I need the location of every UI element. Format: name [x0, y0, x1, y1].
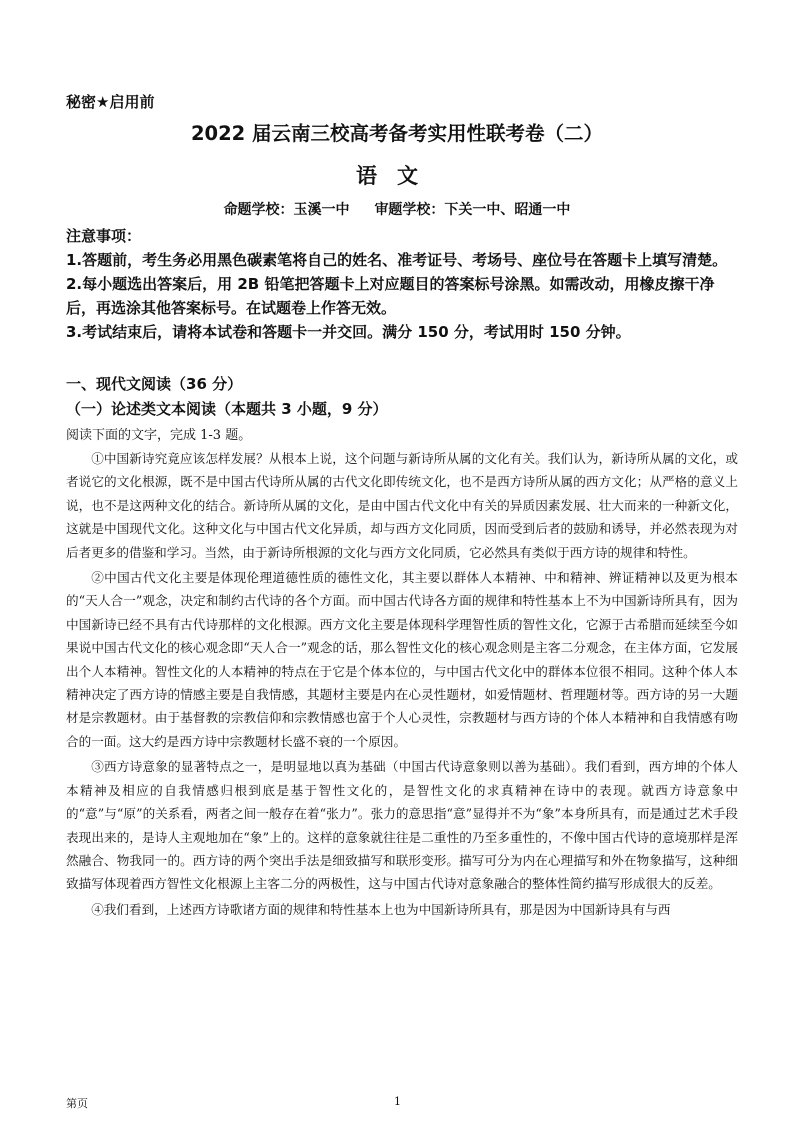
passage-paragraph: ①中国新诗究竟应该怎样发展？从根本上说，这个问题与新诗所从属的文化有关。我们认为，新诗所从属的文化，或者说它的文化根源，既不是中国古代诗所从属的古代文化即传统文化，也不是西方诗所从属的西方文化；从严格的意义上说，也不是这两种文化的结合。新诗所从属的文化，是由中国古代文化中有关的异质因素发展、壮大而来的一种新文化，这就是中国现代文化。这种文化与中国古代文化异质，却与西方文化同质，因而受到后者的鼓励和诱导，并必然表现为对后者更多的借鉴和学习。当然，由于新诗所根源的文化与西方文化同质，它必然具有类似于西方诗的规律和特性。 [66, 451, 738, 560]
reading-instruction: 阅读下面的文字，完成 1-3 题。 [66, 428, 252, 443]
school-info [0, 199, 794, 219]
note-item: 2.每小题选出答案后，用 2B 铅笔把答题卡上对应题目的答案标号涂黑。如需改动，用橡皮擦干净后，再选涂其他答案标号。在试题卷上作答无效。 [66, 275, 715, 317]
passage-paragraph: ②中国古代文化主要是体现伦理道德性质的德性文化，其主要以群体人本精神、中和精神、辨证精神以及更为根本的“天人合一”观念，决定和制约古代诗的各个方面。而中国古代诗各方面的规律和特性基本上不为中国新诗所具有，因为中国新诗已经不具有古代诗那样的文化根源。西方文化主要是体现科学理智性质的智性文化，它源于古希腊而延续至今如果说中国古代文化的核心观念即“天人合一”观念的话，那么智性文化的核心观念则是主客二分观念，在主体方面，它发展出个人本精神。智性文化的人本精神的特点在于它是个体本位的，与中国古代文化中的群体本位很不相同。这种个体人本精神决定了西方诗的情感主要是自我情感，其题材主要是内在心灵性题材，如爱情题材、哲理题材等。西方诗的另一大题材是宗教题材。由于基督教的宗教信仰和宗教情感也富于个人心灵性，宗教题材与西方诗的个体人本精神和自我情感有吻合的一面。这大约是西方诗中宗教题材长盛不衰的一个原因。 [66, 570, 738, 749]
notes-heading: 注意事项： [66, 227, 142, 245]
footer-label: 第页 [66, 1097, 88, 1110]
passage-paragraph: ③西方诗意象的显著特点之一，是明显地以真为基础（中国古代诗意象则以善为基础）。我们看到，西方坤的个体人本精神及相应的自我情感归根到底是基于智性文化的，是智性文化的求真精神在诗中的表现。就西方诗意象中的“意”与“原”的关系看，两者之间一般存在着“张力”。张力的意思指“意”显得并不为“象”本身所具有，而是通过艺术手段表现出来的，是诗人主观地加在“象”上的。这样的意象就往往是二重性的乃至多重性的，不像中国古代诗的意境那样是浑然融合、物我同一的。西方诗的两个突出手法是细致描写和联形变形。描写可分为内在心理描写和外在物象描写，这种细致描写体现着西方智性文化根源上主客二分的两极性，这与中国古代诗对意象融合的整体性简约描写形成很大的反差。 [66, 759, 738, 892]
page-number: 1 [394, 1095, 401, 1108]
secret-mark: 秘密★启用前 [66, 93, 155, 111]
note-item: 3.考试结束后，请将本试卷和答题卡一并交回。满分 150 分，考试用时 150 分钟。 [66, 323, 631, 341]
reviewing-school: 审题学校：下关一中、昭通一中 [374, 202, 571, 218]
subject-title: 语文 [356, 164, 438, 188]
passage-paragraph: ④我们看到，上述西方诗歌诸方面的规律和特性基本上也为中国新诗所具有，那是因为中国新诗具有与西 [91, 901, 671, 917]
exam-title: 2022 届云南三校高考备考实用性联考卷（二） [190, 122, 604, 145]
reading-passage [66, 447, 738, 923]
subsection-heading: （一）论述类文本阅读（本题共 3 小题，9 分） [66, 400, 388, 418]
note-item: 1.答题前，考生务必用黑色碳素笔将自己的姓名、准考证号、考场号、座位号在答题卡上填写清楚。 [66, 251, 728, 269]
proposing-school: 命题学校：玉溪一中 [223, 202, 350, 218]
exam-notes [66, 224, 738, 344]
section-heading: 一、现代文阅读（36 分） [66, 375, 243, 393]
